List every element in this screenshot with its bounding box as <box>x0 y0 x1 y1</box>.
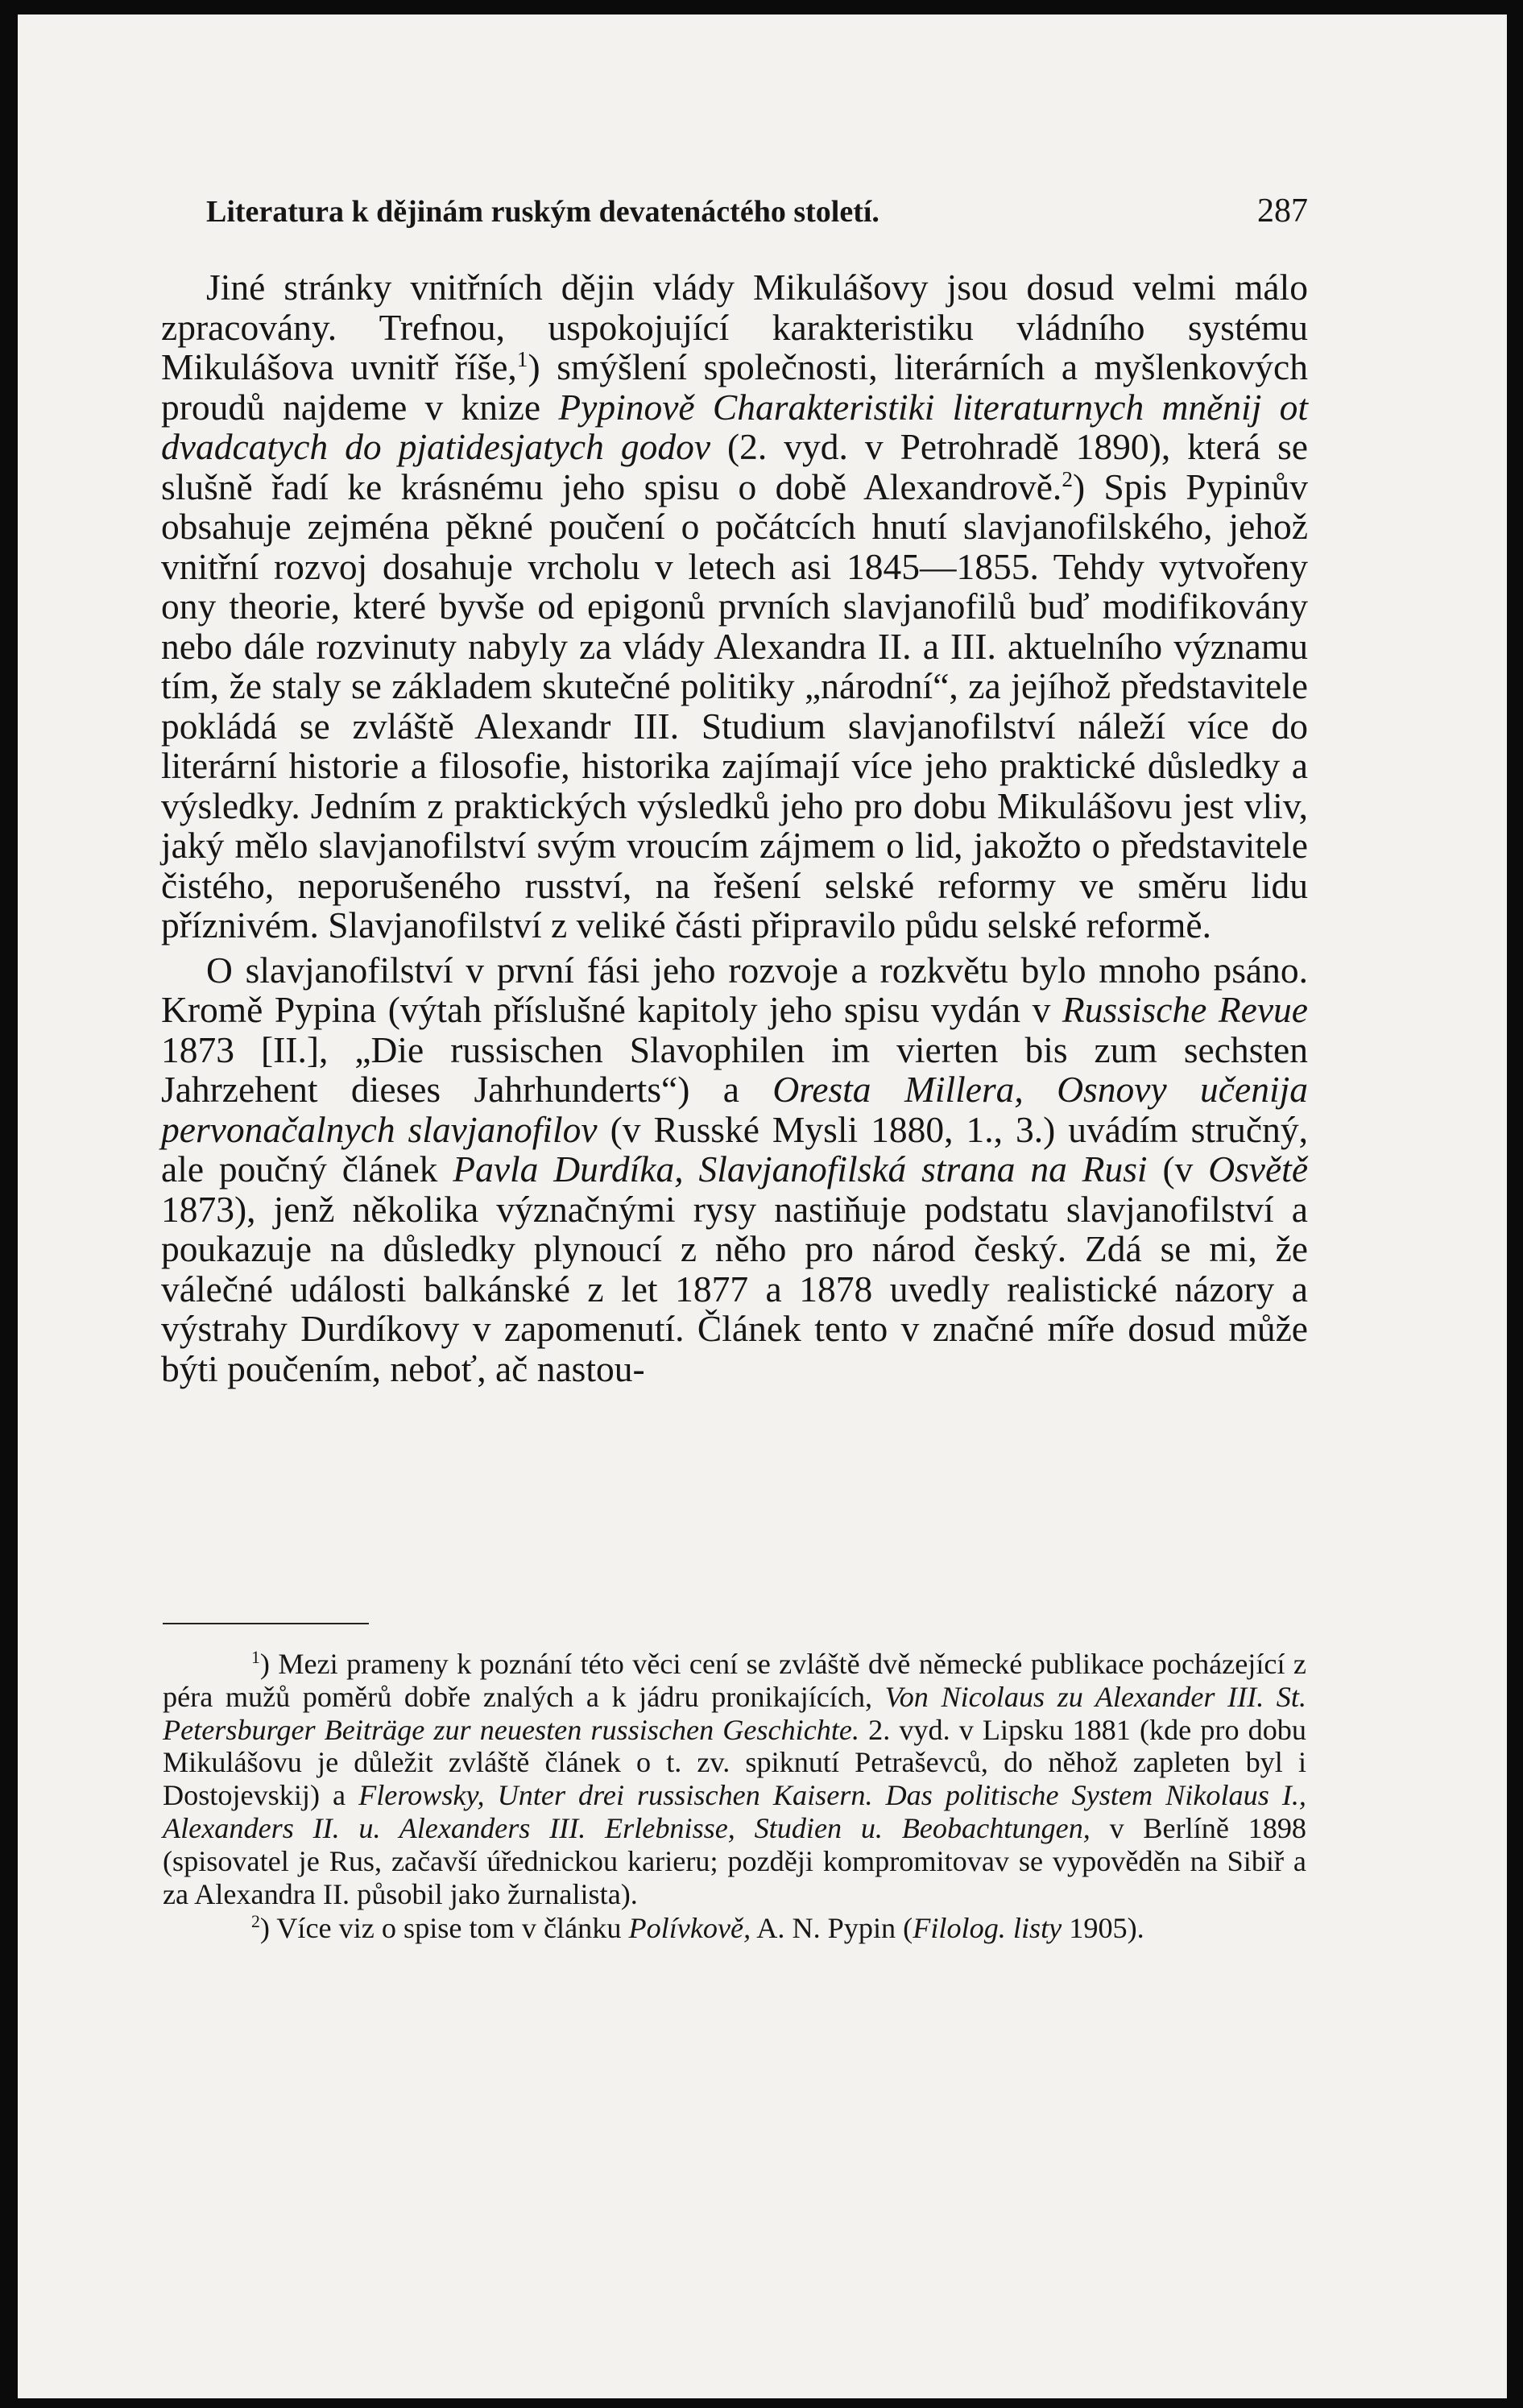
running-header <box>206 192 1308 230</box>
footnote-2: $^2$) Více viz o spise tom v článku Polívkově, A. N. Pypin (Filolog. listy 1905). <box>251 1912 1144 1945</box>
page-number: 287 <box>1257 192 1308 230</box>
paragraph-2: O slavjanofilství v první fási jeho rozvoje a rozkvětu bylo mnoho psáno. Kromě Pypina (výtah příslušné kapitoly jeho spisu vydán v Russische Revue 1873 [II.], „Die russischen Slavophilen im vierten bis zum sechsten Jahrzehent dieses Jahrhunderts“) a Oresta Millera, Osnovy učenija pervonačalnych slavjanofilov (v Russké Mysli 1880, 1., 3.) uvádím stručný, ale poučný článek Pavla Durdíka, Slavjanofilská strana na Rusi (v Osvětě 1873), jenž několika význačnými rysy nastiňuje podstatu slavjanofilství a poukazuje na důsledky plynoucí z něho pro národ český. Zdá se mi, že válečné události balkánské z let 1877 a 1878 uvedly realistické názory a výstrahy Durdíkovy v zapomenutí. Článek tento v značné míře dosud může býti poučením, neboť, ač nastou- <box>161 949 1309 1389</box>
paragraph-1: Jiné stránky vnitřních dějin vlády Mikulášovy jsou dosud velmi málo zpracovány. Trefnou, uspokojující karakteristiku vládního systému Mikulášova uvnitř říše,$^1$) smýšlení společnosti, literárních a myšlenkových proudů najdeme v knize Pypinově Charakteristiki literaturnych mněnij ot dvadcatych do pjatidesjatych godov (2. vyd. v Petrohradě 1890), která se slušně řadí ke krásnému jeho spisu o době Alexandrově.$^2$) Spis Pypinův obsahuje zejména pěkné poučení o počátcích hnutí slavjanofilského, jehož vnitřní rozvoj dosahuje vrcholu v letech asi 1845—1855. Tehdy vytvořeny ony theorie, které byvše od epigonů prvních slavjanofilů buď modifikovány nebo dále rozvinuty nabyly za vlády Alexandra II. a III. aktuelního významu tím, že staly se základem skutečné politiky „národní“, za jejíhož představitele pokládá se zvláště Alexandr III. Studium slavjanofilství náleží více do literární historie a filosofie, historika zajímají více jeho praktické důsledky a výsledky. Jedním z praktických výsledků jeho pro dobu Mikulášovu jest vliv, jaký mělo slavjanofilství svým vroucím zájmem o lid, jakožto o představitele čistého, neporušeného rusství, na řešení selské reformy ve směru lidu příznivém. Slavjanofilství z veliké části připravilo půdu selské reformě. <box>161 267 1308 945</box>
footnotes <box>163 1648 1306 1945</box>
main-text <box>161 267 1308 1388</box>
footnote-marker-2: 2 <box>251 1912 260 1932</box>
footnote-ref-2[interactable]: 2 <box>1062 466 1073 491</box>
book-title: Pypinově Charakteristiki literaturnych mněnij ot dvadcatych do pjatidesjatych godov <box>161 386 1308 467</box>
footnote-divider <box>163 1623 369 1624</box>
header-title: Literatura k dějinám ruským devatenáctého století. <box>206 195 879 229</box>
footnote-ref-1[interactable]: 1 <box>516 346 528 371</box>
footnote-marker-1: 1 <box>251 1647 260 1667</box>
footnote-1: $^1$) Mezi prameny k poznání této věci cení se zvláště dvě německé publikace pocházející z péra mužů poměrů dobře znalých a k jádru pronikajících, Von Nicolaus zu Alexander III. St. Petersburger Beiträge zur neuesten russischen Geschichte. 2. vyd. v Lipsku 1881 (kde pro dobu Mikulášovu je důležit zvláště článek o t. zv. spiknutí Petraševců, do něhož zapleten byl i Dostojevskij) a Flerowsky, Unter drei russischen Kaisern. Das politische System Nikolaus I., Alexanders II. u. Alexanders III. Erlebnisse, Studien u. Beobachtungen, v Berlíně 1898 (spisovatel je Rus, začavší úřednickou karieru; později kompromitovav se vypověděn na Sibiř a za Alexandra II. působil jako žurnalista). <box>163 1647 1307 1910</box>
